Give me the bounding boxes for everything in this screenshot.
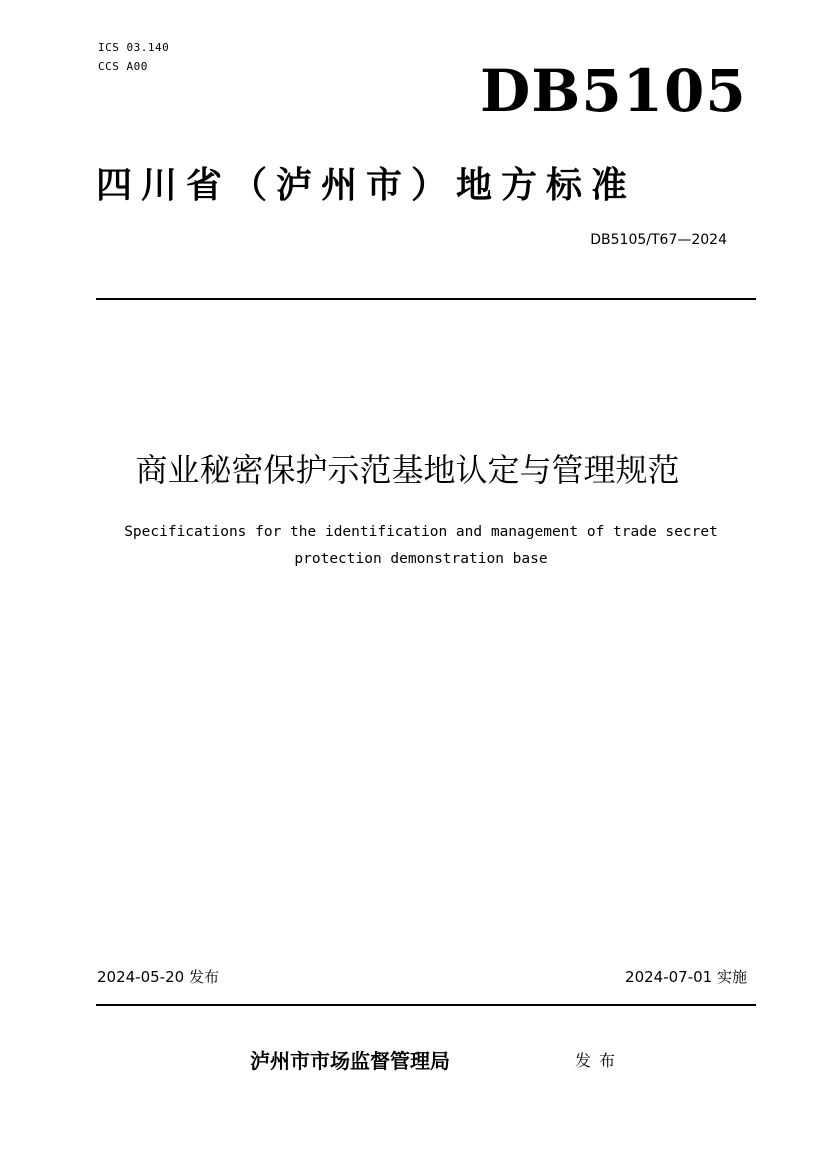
implement-date: 2024-07-01 实施 [625,968,747,986]
document-title-cn: 商业秘密保护示范基地认定与管理规范 [135,451,680,489]
ccs-code: CCS A00 [98,60,148,73]
publish-date: 2024-05-20 发布 [97,968,219,986]
issuer-name: 泸州市市场监督管理局 [250,1049,450,1073]
ics-code: ICS 03.140 [98,41,170,54]
standard-title: 四川省（泸州市）地方标准 [96,165,637,206]
issue-label: 发布 [575,1051,624,1070]
bottom-divider [96,1004,756,1006]
top-divider [96,298,756,300]
standard-number: DB5105/T67—2024 [590,232,727,248]
document-title-en: Specifications for the identification and management of trade secret protection demonstration base [124,524,718,567]
db-logo: DB5105 [480,57,747,125]
